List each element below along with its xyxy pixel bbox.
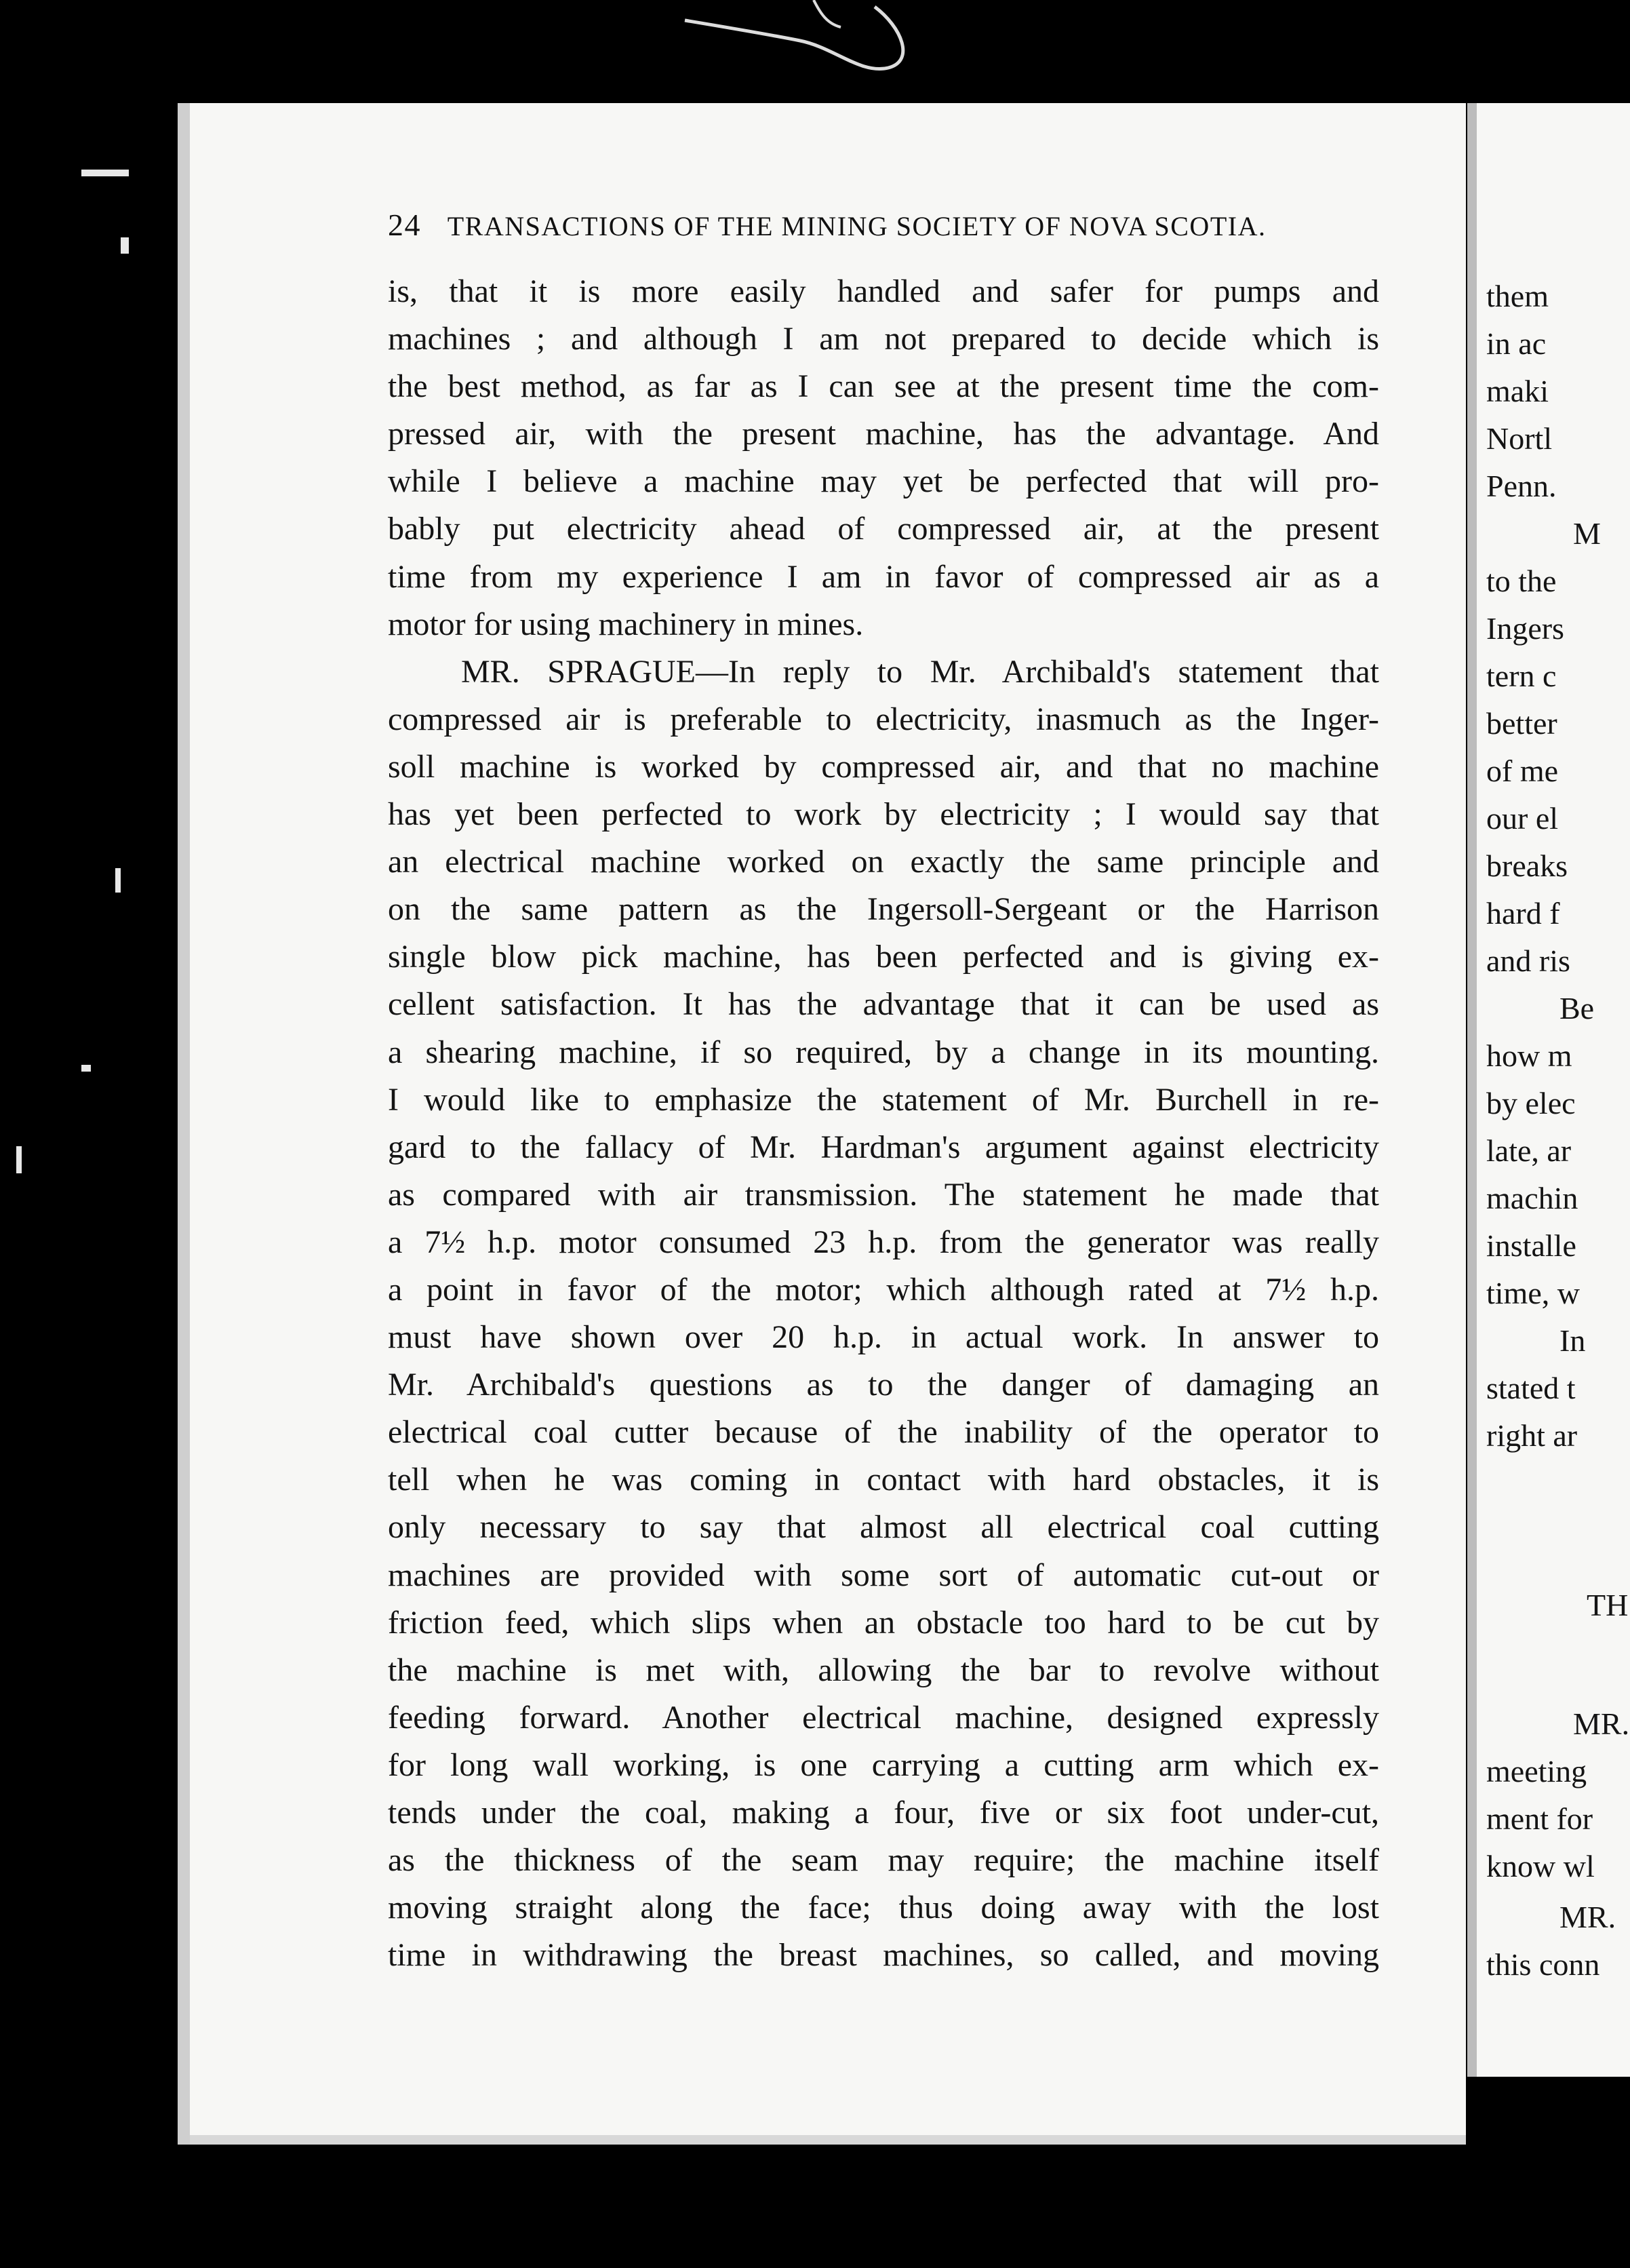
text-line: a 7½ h.p. motor consumed 23 h.p. from the generator was really [388,1224,1379,1260]
scan-speck [16,1146,22,1173]
text-line: compressed air is preferable to electricity, inasmuch as the Inger- [388,701,1379,737]
facing-fragment: stated t [1486,1371,1576,1405]
text-line: is, that it is more easily handled and safer for pumps and [388,273,1379,309]
facing-fragment: Be [1559,991,1595,1025]
scan-speck [81,170,129,176]
text-line: MR. SPRAGUE—In reply to Mr. Archibald's statement that [461,653,1379,690]
facing-fragment: tern c [1486,659,1557,693]
facing-fragment: late, ar [1486,1133,1572,1168]
facing-fragment: MR. [1559,1900,1616,1934]
scan-speck [121,237,129,254]
text-line: pressed air, with the present machine, has the advantage. And [388,416,1379,452]
facing-fragment: in ac [1486,326,1547,361]
facing-fragment: of me [1486,754,1559,788]
facing-fragment: Penn. [1486,469,1557,503]
body-text [388,268,1379,1979]
text-line: electrical coal cutter because of the inability of the operator to [388,1414,1379,1451]
facing-fragment: this conn [1486,1947,1600,1982]
text-line: motor for using machinery in mines. [388,606,864,642]
page-number: 24 [388,208,421,242]
facing-fragment: by elec [1486,1086,1576,1120]
text-line: tends under the coal, making a four, five or six foot under-cut, [388,1795,1379,1831]
facing-fragment: meeting [1486,1754,1587,1788]
facing-fragment: maki [1486,374,1549,408]
text-line: on the same pattern as the Ingersoll-Sergeant or the Harrison [388,891,1379,928]
text-line: time from my experience I am in favor of compressed air as a [388,558,1379,595]
facing-fragment: ment for [1486,1801,1593,1836]
facing-fragment: TH [1587,1588,1629,1622]
text-line: the best method, as far as I can see at the present time the com- [388,368,1379,405]
text-line: Mr. Archibald's questions as to the danger of damaging an [388,1367,1379,1403]
facing-fragment: time, w [1486,1276,1580,1310]
text-line: bably put electricity ahead of compressed air, at the present [388,511,1379,547]
text-line: feeding forward. Another electrical machine, designed expressly [388,1699,1379,1736]
facing-fragment: right ar [1486,1418,1578,1453]
text-line: has yet been perfected to work by electricity ; I would say that [388,796,1379,833]
text-line: time in withdrawing the breast machines, so called, and moving [388,1937,1379,1974]
facing-fragment: them [1486,279,1549,313]
facing-fragment: and ris [1486,943,1570,978]
facing-fragment: MR. [1573,1706,1630,1741]
facing-fragment: Nortl [1486,421,1553,456]
text-line: must have shown over 20 h.p. in actual work. In answer to [388,1319,1379,1356]
facing-fragment: know wl [1486,1849,1595,1883]
facing-fragment: hard f [1486,896,1560,931]
thread-mark [685,0,909,81]
facing-fragment: breaks [1486,848,1568,883]
text-line: while I believe a machine may yet be perfected that will pro- [388,463,1379,500]
text-line: tell when he was coming in contact with hard obstacles, it is [388,1462,1379,1498]
text-line: soll machine is worked by compressed air, and that no machine [388,748,1379,785]
running-header [388,207,1337,243]
facing-fragment: Ingers [1486,611,1564,646]
facing-fragment: better [1486,706,1557,741]
text-line: single blow pick machine, has been perfected and is giving ex- [388,939,1379,975]
text-line: an electrical machine worked on exactly the same principle and [388,844,1379,880]
facing-fragment: In [1559,1323,1586,1358]
text-line: I would like to emphasize the statement of Mr. Burchell in re- [388,1081,1379,1118]
facing-fragment: machin [1486,1181,1578,1215]
text-line: moving straight along the face; thus doing away with the lost [388,1890,1379,1926]
text-line: friction feed, which slips when an obstacle too hard to be cut by [388,1604,1379,1641]
text-line: cellent satisfaction. It has the advantage that it can be used as [388,986,1379,1023]
facing-fragment: installe [1486,1228,1576,1263]
text-line: a point in favor of the motor; which although rated at 7½ h.p. [388,1271,1379,1308]
scan-speck [81,1065,91,1072]
scan-speck [115,868,121,893]
text-line: gard to the fallacy of Mr. Hardman's argument against electricity [388,1129,1379,1165]
facing-fragment: M [1573,516,1601,551]
facing-page-text [1485,0,1630,2035]
text-line: machines ; and although I am not prepared to decide which is [388,321,1379,357]
running-title: TRANSACTIONS OF THE MINING SOCIETY OF NOVA SCOTIA. [447,211,1267,241]
facing-fragment: how m [1486,1038,1572,1073]
text-line: for long wall working, is one carrying a cutting arm which ex- [388,1746,1379,1783]
text-line: as compared with air transmission. The statement he made that [388,1176,1379,1213]
facing-fragment: our el [1486,801,1559,836]
text-line: only necessary to say that almost all electrical coal cutting [388,1509,1379,1546]
text-line: as the thickness of the seam may require; the machine itself [388,1842,1379,1879]
text-line: machines are provided with some sort of automatic cut-out or [388,1557,1379,1593]
text-line: the machine is met with, allowing the bar to revolve without [388,1651,1379,1688]
text-line: a shearing machine, if so required, by a change in its mounting. [388,1034,1379,1070]
facing-fragment: to the [1486,564,1557,598]
